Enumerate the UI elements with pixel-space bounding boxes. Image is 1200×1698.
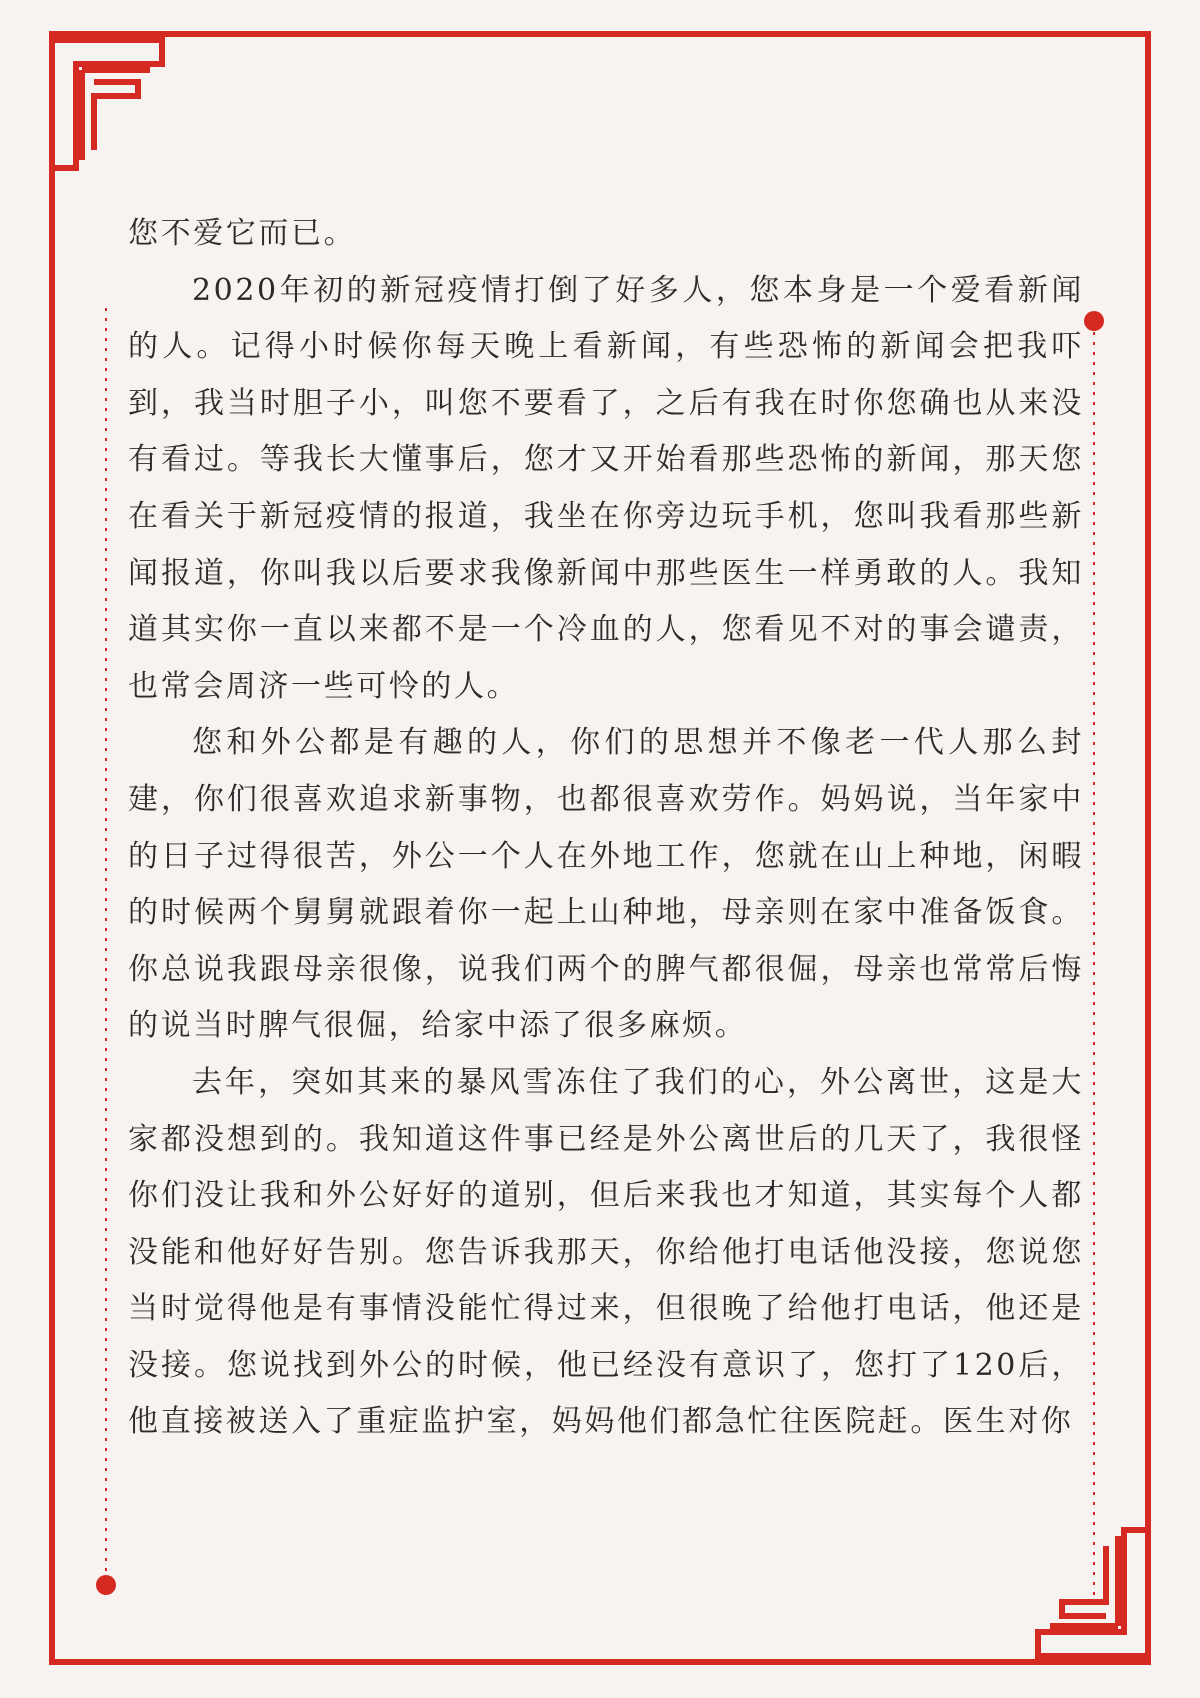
left-dotted-line: [96, 308, 116, 1595]
paragraph: 去年，突如其来的暴风雪冻住了我们的心，外公离世，这是大家都没想到的。我知道这件事已经是外公离世后的几天了，我很怪你们没让我和外公好好的道别，但后来我也才知道，其实每个人都没能和他好好告别。您告诉我那天，你给他打电话他没接，您说您当时觉得他是有事情没能忙得过来，但很晚了给他打电话，他还是没接。您说找到外公的时候，他已经没有意识了，您打了120后，他直接被送入了重症监护室，妈妈他们都急忙往医院赶。医生对你: [128, 1064, 1084, 1440]
paragraph: 您不爱它而已。: [128, 216, 357, 251]
letter-body: [128, 206, 1084, 1451]
paragraph: 您和外公都是有趣的人，你们的思想并不像老一代人那么封建，你们很喜欢追求新事物，也都很喜欢劳作。妈妈说，当年家中的日子过得很苦，外公一个人在外地工作，您就在山上种地，闲暇的时候两个舅舅就跟着你一起上山种地，母亲则在家中准备饭食。你总说我跟母亲很像，说我们两个的脾气都很倔，母亲也常常后悔的说当时脾气很倔，给家中添了很多麻烦。: [128, 725, 1084, 1044]
corner-ornament-top-left: [52, 40, 162, 168]
paragraph: 2020年初的新冠疫情打倒了好多人，您本身是一个爱看新闻的人。记得小时候你每天晚上看新闻，有些恐怖的新闻会把我吓到，我当时胆子小，叫您不要看了，之后有我在时你您确也从来没有看过。等我长大懂事后，您才又开始看那些恐怖的新闻，那天您在看关于新冠疫情的报道，我坐在你旁边玩手机，您叫我看那些新闻报道，你叫我以后要求我像新闻中那些医生一样勇敢的人。我知道其实你一直以来都不是一个冷血的人，您看见不对的事会谴责，也常会周济一些可怜的人。: [128, 272, 1084, 704]
right-dotted-line: [1084, 311, 1104, 1610]
right-dot: [1084, 311, 1104, 331]
left-dot: [96, 1575, 116, 1595]
